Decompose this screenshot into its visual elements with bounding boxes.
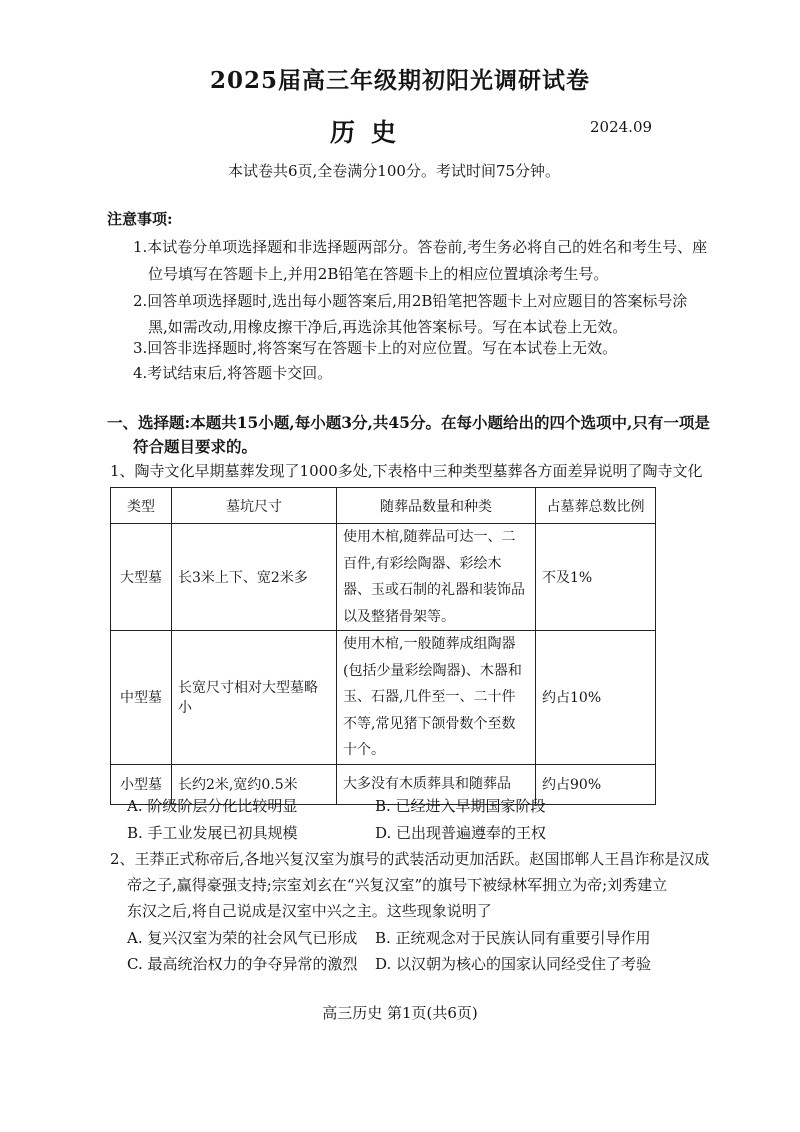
row-ratio: 约占90% [536, 764, 656, 804]
q2-option-b[interactable]: B. 正统观念对于民族认同有重要引导作用 [375, 929, 651, 947]
note-line-2: 位号填写在答题卡上,并用2B铅笔在答题卡上的相应位置填涂考生号。 [148, 265, 609, 283]
tomb-comparison-table [110, 487, 656, 805]
q2-option-a[interactable]: A. 复兴汉室为荣的社会风气已形成 [127, 929, 358, 947]
row-goods: 使用木棺,一般随葬成组陶器(包括少量彩绘陶器)、木器和玉、石器,几件至一、二十件不等,常见猪下颌骨数个至数十个。 [337, 631, 536, 765]
notes-heading: 注意事项: [107, 210, 173, 228]
q2-option-d[interactable]: D. 以汉朝为核心的国家认同经受住了考验 [375, 955, 652, 973]
question-1-stem: 1、陶寺文化早期墓葬发现了1000多处,下表格中三种类型墓葬各方面差异说明了陶寺文化 [110, 462, 703, 480]
table-row [111, 524, 656, 631]
section-heading-line-2: 符合题目要求的。 [133, 437, 258, 456]
row-type: 大型墓 [111, 524, 172, 631]
header-size: 墓坑尺寸 [172, 488, 337, 524]
note-line-6: 4.考试结束后,将答题卡交回。 [133, 364, 333, 382]
row-size: 长宽尺寸相对大型墓略小 [172, 631, 337, 765]
subject-title: 历史 [330, 118, 413, 147]
question-2-stem-line-3: 东汉之后,将自己说成是汉室中兴之主。这些现象说明了 [127, 902, 492, 920]
table-row [111, 631, 656, 765]
row-ratio: 不及1% [536, 524, 656, 631]
header-type: 类型 [111, 488, 172, 524]
note-line-1: 1.本试卷分单项选择题和非选择题两部分。答卷前,考生务必将自己的姓名和考生号、座 [133, 238, 708, 256]
exam-intro: 本试卷共6页,全卷满分100分。考试时间75分钟。 [228, 162, 561, 180]
row-goods: 使用木棺,随葬品可达一、二百件,有彩绘陶器、彩绘木器、玉或石制的礼器和装饰品以及整猪骨架等。 [337, 524, 536, 631]
header-ratio: 占墓葬总数比例 [536, 488, 656, 524]
question-2-stem-line-1: 2、王莽正式称帝后,各地兴复汉室为旗号的武装活动更加活跃。赵国邯郸人王昌诈称是汉成 [110, 850, 710, 868]
section-heading-line-1: 一、选择题:本题共15小题,每小题3分,共45分。在每小题给出的四个选项中,只有一项是 [107, 413, 710, 432]
header-goods: 随葬品数量和种类 [337, 488, 536, 524]
row-ratio: 约占10% [536, 631, 656, 765]
note-line-4: 黑,如需改动,用橡皮擦干净后,再选涂其他答案标号。写在本试卷上无效。 [148, 318, 628, 336]
question-2-stem-line-2: 帝之子,赢得豪强支持;宗室刘玄在“兴复汉室”的旗号下被绿林军拥立为帝;刘秀建立 [127, 876, 668, 894]
note-line-5: 3.回答非选择题时,将答案写在答题卡上的对应位置。写在本试卷上无效。 [133, 339, 618, 357]
row-type: 中型墓 [111, 631, 172, 765]
exam-title: 2025届高三年级期初阳光调研试卷 [209, 67, 590, 94]
row-size: 长3米上下、宽2米多 [172, 524, 337, 631]
exam-date: 2024.09 [590, 118, 653, 136]
q1-option-c[interactable]: B. 手工业发展已初具规模 [127, 824, 298, 842]
q1-option-a[interactable]: A. 阶级阶层分化比较明显 [127, 797, 298, 815]
page-footer: 高三历史 第1页(共6页) [322, 1004, 478, 1022]
q2-option-c[interactable]: C. 最高统治权力的争夺异常的激烈 [127, 955, 358, 973]
note-line-3: 2.回答单项选择题时,选出每小题答案后,用2B铅笔把答题卡上对应题目的答案标号涂 [133, 292, 688, 310]
row-goods: 大多没有木质葬具和随葬品 [337, 764, 536, 804]
table-header-row [111, 488, 656, 524]
q1-option-b[interactable]: B. 已经进入早期国家阶段 [375, 797, 546, 815]
row-type: 小型墓 [111, 764, 172, 804]
q1-option-d[interactable]: D. 已出现普遍遵奉的王权 [375, 824, 547, 842]
row-size: 长约2米,宽约0.5米 [172, 764, 337, 804]
